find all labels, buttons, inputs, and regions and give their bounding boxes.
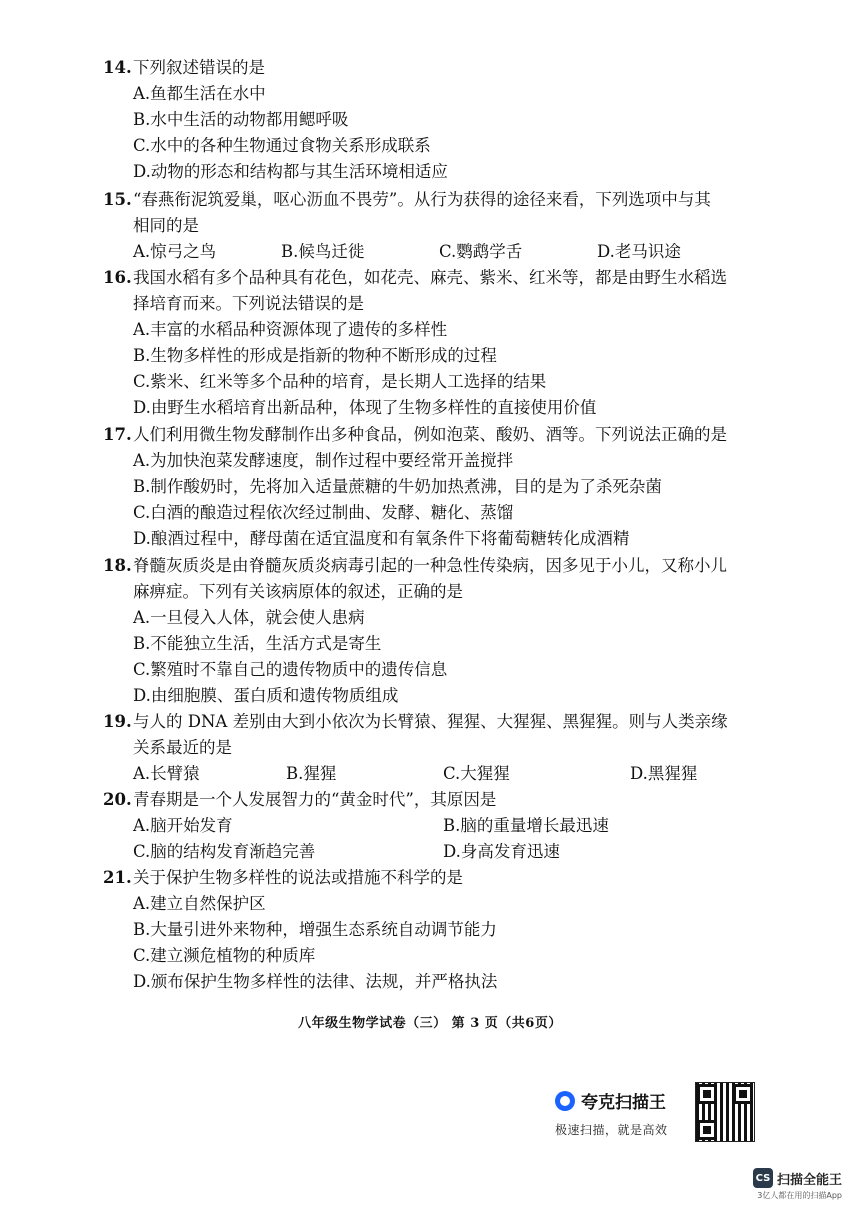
option-d: D.身高发育迅速 <box>443 842 560 861</box>
option-d: D.酿酒过程中，酵母菌在适宜温度和有氧条件下将葡萄糖转化成酒精 <box>133 529 630 548</box>
option-a: A.鱼都生活在水中 <box>133 84 266 103</box>
question-stem-cont: 择培育而来。下列说法错误的是 <box>133 294 364 313</box>
question-stem: 脊髓灰质炎是由脊髓灰质炎病毒引起的一种急性传染病，因多见于小儿，又称小儿 <box>133 556 727 575</box>
camscanner-logo-icon: CS <box>753 1168 773 1188</box>
options-row <box>103 761 783 787</box>
question-21 <box>103 865 783 995</box>
options-row <box>103 239 783 265</box>
option-d: D.颁布保护生物多样性的法律、法规，并严格执法 <box>133 972 498 991</box>
question-stem-cont: 相同的是 <box>133 216 199 235</box>
question-14 <box>103 55 783 185</box>
option-c: C.脑的结构发育渐趋完善 <box>133 842 316 861</box>
camscanner-watermark <box>753 1168 842 1201</box>
question-16 <box>103 265 783 421</box>
option-b: B.制作酸奶时，先将加入适量蔗糖的牛奶加热煮沸，目的是为了杀死杂菌 <box>133 477 662 496</box>
scanner-watermark <box>555 1088 690 1138</box>
option-b: B.水中生活的动物都用鳃呼吸 <box>133 110 349 129</box>
option-c: C.紫米、红米等多个品种的培育，是长期人工选择的结果 <box>133 372 547 391</box>
question-number: 15. <box>103 190 132 209</box>
option-d: D.黑猩猩 <box>630 764 698 783</box>
option-c: C.鹦鹉学舌 <box>439 242 523 261</box>
options-row <box>103 813 783 839</box>
option-b: B.候鸟迁徙 <box>281 242 365 261</box>
question-stem-cont: 麻痹症。下列有关该病原体的叙述，正确的是 <box>133 582 463 601</box>
option-d: D.由野生水稻培育出新品种，体现了生物多样性的直接使用价值 <box>133 398 597 417</box>
option-a: A.一旦侵入人体，就会使人患病 <box>133 608 365 627</box>
question-number: 18. <box>103 556 132 575</box>
option-a: A.长臂猿 <box>133 764 200 783</box>
question-15 <box>103 187 783 265</box>
option-c: C.繁殖时不靠自己的遗传物质中的遗传信息 <box>133 660 448 679</box>
question-19 <box>103 709 783 787</box>
question-stem: 与人的 DNA 差别由大到小依次为长臂猿、猩猩、大猩猩、黑猩猩。则与人类亲缘 <box>133 712 728 731</box>
option-d: D.动物的形态和结构都与其生活环境相适应 <box>133 162 448 181</box>
option-b: B.不能独立生活，生活方式是寄生 <box>133 634 382 653</box>
question-stem: 我国水稻有多个品种具有花色，如花壳、麻壳、紫米、红米等，都是由野生水稻选 <box>133 268 727 287</box>
option-b: B.生物多样性的形成是指新的物种不断形成的过程 <box>133 346 497 365</box>
question-number: 17. <box>103 425 132 444</box>
option-c: C.建立濒危植物的种质库 <box>133 946 316 965</box>
question-number: 16. <box>103 268 132 287</box>
option-b: B.猩猩 <box>286 764 337 783</box>
question-stem: “春燕衔泥筑爱巢，呕心沥血不畏劳”。从行为获得的途径来看，下列选项中与其 <box>133 190 711 209</box>
quark-logo-icon <box>555 1091 575 1111</box>
option-a: A.丰富的水稻品种资源体现了遗传的多样性 <box>133 320 448 339</box>
question-stem-cont: 关系最近的是 <box>133 738 232 757</box>
question-stem: 关于保护生物多样性的说法或措施不科学的是 <box>133 868 463 887</box>
option-b: B.大量引进外来物种，增强生态系统自动调节能力 <box>133 920 497 939</box>
qr-code-icon <box>695 1082 755 1142</box>
question-20 <box>103 787 783 865</box>
option-a: A.建立自然保护区 <box>133 894 266 913</box>
brand-name: 夸克扫描王 <box>581 1093 666 1113</box>
option-a: A.为加快泡菜发酵速度，制作过程中要经常开盖搅拌 <box>133 451 514 470</box>
question-stem: 人们利用微生物发酵制作出多种食品，例如泡菜、酸奶、酒等。下列说法正确的是 <box>133 425 727 444</box>
page-footer: 八年级生物学试卷（三） 第 3 页（共6页） <box>298 1016 562 1031</box>
option-d: D.老马识途 <box>597 242 681 261</box>
question-number: 21. <box>103 868 132 887</box>
option-a: A.脑开始发育 <box>133 816 233 835</box>
question-number: 20. <box>103 790 132 809</box>
brand-slogan: 极速扫描，就是高效 <box>555 1123 668 1137</box>
option-d: D.由细胞膜、蛋白质和遗传物质组成 <box>133 686 399 705</box>
option-b: B.脑的重量增长最迅速 <box>443 816 609 835</box>
option-c: C.大猩猩 <box>443 764 510 783</box>
option-c: C.水中的各种生物通过食物关系形成联系 <box>133 136 431 155</box>
camscanner-name: 扫描全能王 <box>776 1172 842 1188</box>
option-c: C.白酒的酿造过程依次经过制曲、发酵、糖化、蒸馏 <box>133 503 514 522</box>
question-number: 19. <box>103 712 132 731</box>
camscanner-tagline: 3亿人都在用的扫描App <box>757 1191 842 1200</box>
options-row <box>103 839 783 865</box>
question-stem: 下列叙述错误的是 <box>133 58 265 77</box>
question-18 <box>103 553 783 709</box>
option-a: A.惊弓之鸟 <box>133 242 217 261</box>
question-stem: 青春期是一个人发展智力的“黄金时代”，其原因是 <box>133 790 497 809</box>
question-number: 14. <box>103 58 132 77</box>
question-17 <box>103 422 783 552</box>
